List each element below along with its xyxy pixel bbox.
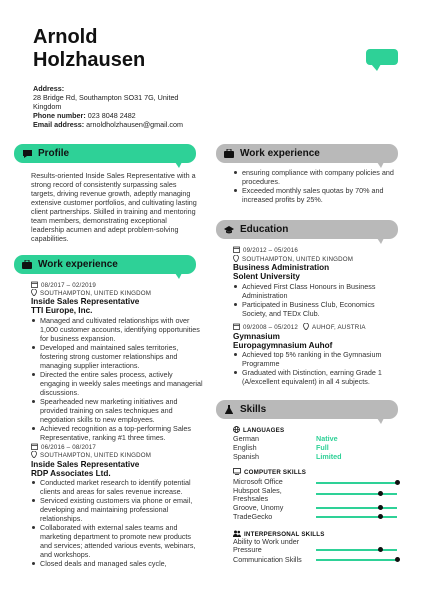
skill-level-marker [395, 557, 400, 562]
education-title: Education [240, 224, 289, 235]
contact-block [33, 84, 203, 129]
edu-1-dates: 09/2012 – 05/2016 [233, 246, 298, 256]
job-1-dates: 08/2017 – 02/2019 [31, 281, 96, 291]
language-level: Limited [316, 452, 342, 461]
edu-2-location: AUHOF, AUSTRIA [312, 324, 366, 331]
job-2-bullets [31, 478, 203, 568]
profile-section-header [14, 144, 196, 163]
language-name: Spanish [233, 452, 259, 461]
first-name: Arnold [33, 26, 98, 48]
computer-skill-name: TradeGecko [233, 512, 273, 521]
interpersonal-skill-name: Communication Skills [233, 555, 302, 564]
list-item: Exceeded monthly sales quotas by 70% and increased profits by 25%. [233, 186, 399, 204]
speech-bubble-icon [22, 149, 32, 159]
list-item: Closed deals and managed sales cycle, [31, 559, 203, 568]
address-label: Address: [33, 84, 65, 93]
skill-level-bar [316, 549, 397, 551]
language-level: Native [316, 434, 338, 443]
list-item: Participated in Business Club, Economics Society, and TEDx Club. [233, 300, 399, 318]
skill-level-bar [316, 493, 397, 495]
briefcase-icon [224, 149, 234, 159]
edu-2-degree: Gymnasium [233, 332, 280, 341]
graduation-cap-icon [224, 225, 234, 235]
skill-level-bar [316, 507, 397, 509]
speech-bubble-icon [366, 49, 398, 65]
skills-section-header [216, 400, 398, 419]
education-section-header [216, 220, 398, 239]
edu-1-location: SOUTHAMPTON, UNITED KINGDOM [233, 255, 353, 265]
job-2-location: SOUTHAMPTON, UNITED KINGDOM [31, 451, 151, 461]
list-item: Achieved First Class Honours in Business Administration [233, 282, 399, 300]
list-item: Directed the entire sales process, actively engaging in weekly sales meetings and managerial discussions. [31, 370, 203, 397]
list-item: Developed and maintained sales territories, fostering strong customer relationships and managing supplier interactions. [31, 343, 203, 370]
skill-level-marker [378, 514, 383, 519]
list-item: Managed and cultivated relationships with over 1,000 customer accounts, identifying opportunities for business expansion. [31, 316, 203, 343]
address-value: 28 Bridge Rd, Southampton SO31 7G, United Kingdom [33, 93, 179, 111]
candidate-name [33, 26, 145, 72]
list-item: Achieved recognition as a top-performing Sales Representative, ranking #1 three times. [31, 424, 203, 442]
work-continued-bullets [233, 168, 399, 204]
computer-skills-heading: COMPUTER SKILLS [233, 468, 306, 478]
work-continued-section-header [216, 144, 398, 163]
job-2-dates: 06/2016 – 08/2017 [31, 443, 96, 453]
job-1-bullets [31, 316, 203, 442]
skill-level-bar [316, 482, 397, 484]
interpersonal-skills-heading: INTERPERSONAL SKILLS [233, 530, 325, 540]
phone-value: 023 8048 2482 [87, 111, 136, 120]
skills-title: Skills [240, 404, 267, 415]
work-title: Work experience [38, 259, 118, 270]
list-item: Graduated with Distinction, earning Grade 1 (A/excellent equivalent) in all 4 subjects. [233, 368, 399, 386]
list-item: Spearheaded new marketing initiatives and provided training on sales techniques and negotiation skills to new employees. [31, 397, 203, 424]
work-section-header [14, 255, 196, 274]
edu-1-bullets [233, 282, 399, 318]
work-continued-title: Work experience [240, 148, 320, 159]
job-1-location: SOUTHAMPTON, UNITED KINGDOM [31, 289, 151, 299]
language-name: German [233, 434, 259, 443]
list-item: ensuring compliance with company policies and procedures. [233, 168, 399, 186]
computer-skill-name: Hubspot Sales, Freshsales [233, 486, 282, 503]
location-pin-icon [303, 323, 309, 333]
phone-label: Phone number: [33, 111, 86, 120]
list-item: Conducted market research to identify potential clients and areas for sales revenue increase. [31, 478, 203, 496]
edu-2-bullets [233, 350, 399, 386]
computer-skill-name: Microsoft Office [233, 477, 283, 486]
list-item: Serviced existing customers via phone or email, developing and maintaining professional relationships. [31, 496, 203, 523]
language-name: English [233, 443, 257, 452]
skill-level-bar [316, 516, 397, 518]
skill-level-marker [378, 547, 383, 552]
interpersonal-skill-name: Ability to Work under Pressure [233, 537, 300, 554]
briefcase-icon [22, 260, 32, 270]
job-1-title: Inside Sales Representative [31, 297, 140, 306]
job-2-title: Inside Sales Representative [31, 460, 140, 469]
job-1-company: TTI Europe, Inc. [31, 306, 93, 315]
email-label: Email address: [33, 120, 85, 129]
edu-1-degree: Business Administration [233, 263, 330, 272]
languages-heading: LANGUAGES [233, 426, 284, 436]
email-value: arnoldholzhausen@gmail.com [86, 120, 183, 129]
list-item: Collaborated with external sales teams and marketing department to promote new products and services; attended various events, webinars, and workshops. [31, 523, 203, 559]
list-item: Achieved top 5% ranking in the Gymnasium Programme [233, 350, 399, 368]
skill-level-marker [395, 480, 400, 485]
profile-text: Results-oriented Inside Sales Representative with a strong record of consistently surpassing sales targets, driving revenue growth, adeptly managing extensive customer portfolios, and cultivating lasting client partnerships. Skilled in training and mentoring team members, demonstrating exceptional leadership acumen and adept problem-solving capabilities. [31, 171, 197, 243]
job-2-company: RDP Associates Ltd. [31, 469, 111, 478]
skill-level-marker [378, 505, 383, 510]
computer-skill-name: Groove, Unomy [233, 503, 284, 512]
edu-1-school: Solent University [233, 272, 300, 281]
profile-title: Profile [38, 148, 70, 159]
flask-icon [224, 405, 234, 415]
edu-2-school: Europagymnasium Auhof [233, 341, 333, 350]
skill-level-bar [316, 559, 397, 561]
last-name: Holzhausen [33, 49, 146, 71]
edu-2-dates: 09/2008 – 05/2012 AUHOF, AUSTRIA [233, 323, 366, 333]
language-level: Full [316, 443, 329, 452]
skill-level-marker [378, 491, 383, 496]
